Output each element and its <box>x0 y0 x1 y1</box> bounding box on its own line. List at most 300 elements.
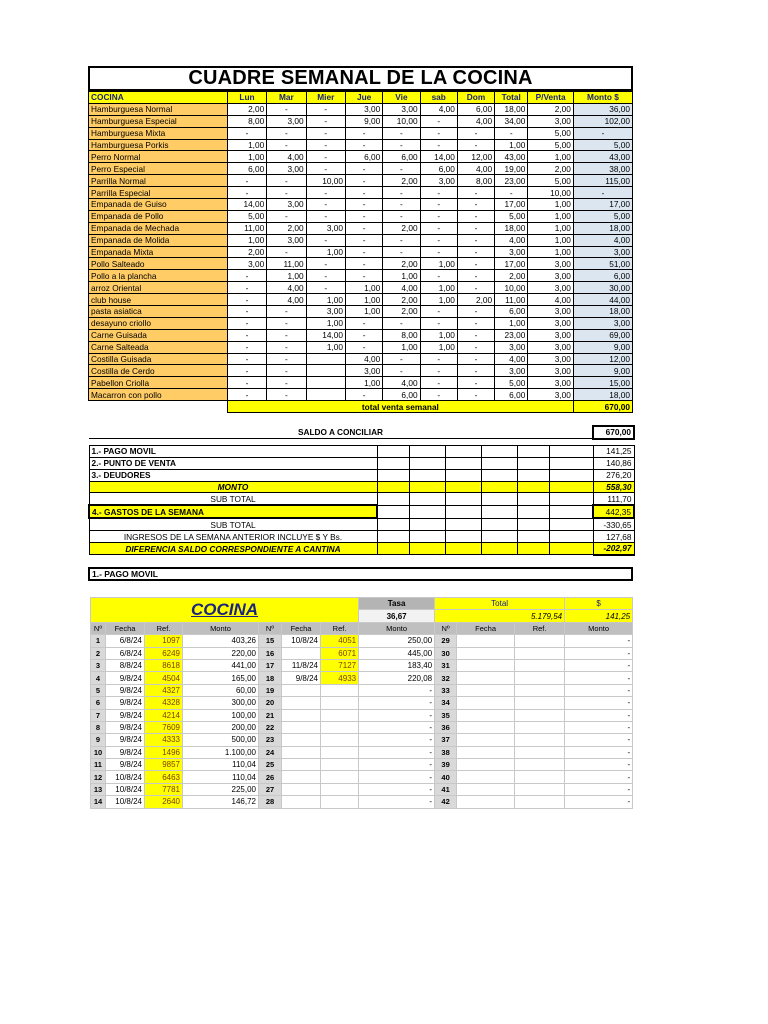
entry-number: 11 <box>91 759 106 771</box>
pago-movil-detail-table <box>90 597 633 809</box>
entry-date <box>282 771 321 783</box>
sales-cell: - <box>267 353 306 365</box>
entry-date: 9/8/24 <box>106 759 145 771</box>
sales-cell: - <box>227 270 266 282</box>
entry-date <box>457 659 515 671</box>
sales-cell <box>306 389 345 401</box>
pm-row <box>91 771 633 783</box>
entry-number: 35 <box>435 709 457 721</box>
entry-ref <box>321 759 359 771</box>
total-value: 5.179,54 <box>435 610 565 622</box>
sales-cell: - <box>457 282 494 294</box>
entry-ref <box>321 721 359 733</box>
sales-cell: 43,00 <box>495 151 528 163</box>
sales-cell: - <box>457 270 494 282</box>
sales-cell: - <box>345 139 382 151</box>
sales-cell: 3,00 <box>528 270 574 282</box>
sales-cell: - <box>420 246 457 258</box>
entry-amount: 183,40 <box>359 659 435 671</box>
sales-cell: - <box>227 353 266 365</box>
sales-cell: 10,00 <box>383 115 420 127</box>
sales-cell: 23,00 <box>495 329 528 341</box>
sales-cell: - <box>345 175 382 187</box>
sales-cell: - <box>345 246 382 258</box>
pm-col-header: Monto <box>359 622 435 634</box>
product-name: club house <box>89 294 228 306</box>
entry-number: 5 <box>91 684 106 696</box>
sales-cell: - <box>227 175 266 187</box>
sales-cell: - <box>457 139 494 151</box>
entry-ref: 4328 <box>145 697 183 709</box>
entry-ref: 7609 <box>145 721 183 733</box>
entry-date <box>282 783 321 795</box>
entry-amount: 403,26 <box>183 635 259 647</box>
subtotal-2-value: -330,65 <box>593 518 634 530</box>
sales-cell: - <box>227 282 266 294</box>
entry-ref: 1496 <box>145 746 183 758</box>
pm-row <box>91 672 633 684</box>
entry-number: 34 <box>435 697 457 709</box>
entry-amount: - <box>359 734 435 746</box>
sales-cell: - <box>267 341 306 353</box>
entry-ref <box>515 659 565 671</box>
sales-row <box>89 222 633 234</box>
product-name: Pabellon Criolla <box>89 377 228 389</box>
entry-amount: 1.100,00 <box>183 746 259 758</box>
sales-cell: 3,00 <box>528 377 574 389</box>
sales-header-row <box>89 92 633 104</box>
product-name: Macarron con pollo <box>89 389 228 401</box>
sales-row <box>89 210 633 222</box>
sales-total-row <box>89 401 633 413</box>
entry-amount: 225,00 <box>183 783 259 795</box>
sales-cell: 6,00 <box>345 151 382 163</box>
sales-cell: 1,00 <box>383 270 420 282</box>
product-name: Pollo Salteado <box>89 258 228 270</box>
sales-cell: 1,00 <box>528 151 574 163</box>
sales-cell: 11,00 <box>227 222 266 234</box>
entry-date: 9/8/24 <box>106 734 145 746</box>
sales-cell: 3,00 <box>528 389 574 401</box>
entry-date: 9/8/24 <box>106 746 145 758</box>
product-name: Parrilla Especial <box>89 187 228 199</box>
sales-row <box>89 282 633 294</box>
entry-amount: 60,00 <box>183 684 259 696</box>
entry-amount: - <box>359 697 435 709</box>
sales-cell: 1,00 <box>345 294 382 306</box>
sales-cell: - <box>420 389 457 401</box>
sales-cell: 51,00 <box>573 258 632 270</box>
sales-row <box>89 306 633 318</box>
sales-cell: - <box>345 389 382 401</box>
sales-cell: - <box>345 317 382 329</box>
sales-cell: 2,00 <box>495 270 528 282</box>
sales-cell: - <box>420 210 457 222</box>
sales-cell: 12,00 <box>457 151 494 163</box>
sales-cell: 1,00 <box>420 329 457 341</box>
entry-ref <box>321 746 359 758</box>
sales-cell: - <box>457 353 494 365</box>
sales-cell: - <box>267 389 306 401</box>
entry-amount: - <box>359 746 435 758</box>
pm-row <box>91 746 633 758</box>
sales-cell: 3,00 <box>227 258 266 270</box>
sales-cell: - <box>383 127 420 139</box>
sales-row <box>89 377 633 389</box>
entry-ref <box>515 697 565 709</box>
reconciliation-table <box>88 425 635 556</box>
entry-date: 11/8/24 <box>282 659 321 671</box>
sales-cell: 5,00 <box>528 127 574 139</box>
total-label: total venta semanal <box>227 401 573 413</box>
entry-number: 2 <box>91 647 106 659</box>
sales-cell: 3,00 <box>573 246 632 258</box>
entry-amount: 100,00 <box>183 709 259 721</box>
sales-cell <box>306 353 345 365</box>
sales-row <box>89 365 633 377</box>
entry-amount: - <box>359 759 435 771</box>
sales-cell: - <box>227 329 266 341</box>
product-name: Empanada de Mechada <box>89 222 228 234</box>
entry-date: 9/8/24 <box>106 697 145 709</box>
sales-cell: - <box>457 377 494 389</box>
sales-row <box>89 234 633 246</box>
pago-movil-label: 1.- PAGO MOVIL <box>89 445 377 457</box>
sales-cell: 1,00 <box>528 210 574 222</box>
pago-movil-section-label: 1.- PAGO MOVIL <box>88 567 633 581</box>
entry-number: 37 <box>435 734 457 746</box>
pm-col-header: Fecha <box>282 622 321 634</box>
sales-cell: - <box>420 353 457 365</box>
sales-cell: 8,00 <box>227 115 266 127</box>
entry-amount: - <box>565 734 633 746</box>
sales-row <box>89 389 633 401</box>
entry-date: 9/8/24 <box>106 709 145 721</box>
sales-row <box>89 353 633 365</box>
sales-cell: 4,00 <box>457 115 494 127</box>
sales-cell: 10,00 <box>528 187 574 199</box>
entry-ref: 6249 <box>145 647 183 659</box>
entry-amount: - <box>565 647 633 659</box>
saldo-row <box>89 426 634 439</box>
sales-cell: 1,00 <box>495 139 528 151</box>
entry-number: 14 <box>91 796 106 808</box>
sales-cell: - <box>383 246 420 258</box>
sales-cell: - <box>383 139 420 151</box>
entry-amount: 500,00 <box>183 734 259 746</box>
sales-row <box>89 115 633 127</box>
subtotal-1-value: 111,70 <box>593 493 634 505</box>
sales-cell: - <box>457 199 494 211</box>
sales-cell: 5,00 <box>528 175 574 187</box>
sales-cell: - <box>227 294 266 306</box>
entry-amount: - <box>565 796 633 808</box>
sales-cell: 18,00 <box>573 389 632 401</box>
sales-cell: - <box>306 210 345 222</box>
entry-number: 30 <box>435 647 457 659</box>
sales-cell: - <box>345 187 382 199</box>
entry-amount: - <box>565 697 633 709</box>
entry-number: 42 <box>435 796 457 808</box>
diferencia-value: -202,97 <box>593 543 634 555</box>
sales-cell: - <box>420 234 457 246</box>
pm-col-header: Monto <box>183 622 259 634</box>
entry-amount: 220,08 <box>359 672 435 684</box>
sales-row <box>89 294 633 306</box>
sales-cell: 1,00 <box>345 282 382 294</box>
entry-number: 36 <box>435 721 457 733</box>
blank-cell <box>89 401 228 413</box>
sales-cell <box>306 377 345 389</box>
entry-number: 12 <box>91 771 106 783</box>
subtotal-2-label: SUB TOTAL <box>89 518 377 530</box>
sales-cell: - <box>345 234 382 246</box>
entry-ref <box>515 684 565 696</box>
sales-row <box>89 187 633 199</box>
entry-date: 9/8/24 <box>106 672 145 684</box>
entry-ref <box>515 759 565 771</box>
sales-cell: 34,00 <box>495 115 528 127</box>
sales-cell: 17,00 <box>495 199 528 211</box>
entry-number: 18 <box>259 672 282 684</box>
sales-cell: 5,00 <box>495 377 528 389</box>
entry-date: 9/8/24 <box>106 684 145 696</box>
entry-ref: 6071 <box>321 647 359 659</box>
sales-cell: 4,00 <box>383 282 420 294</box>
diferencia-label: DIFERENCIA SALDO CORRESPONDIENTE A CANTINA <box>89 543 377 555</box>
pm-row <box>91 659 633 671</box>
sales-cell: 4,00 <box>267 282 306 294</box>
pm-top-row <box>91 598 633 610</box>
sales-cell: - <box>383 365 420 377</box>
sales-cell: - <box>306 139 345 151</box>
sales-row <box>89 103 633 115</box>
sales-cell: - <box>383 210 420 222</box>
sales-cell: 3,00 <box>306 306 345 318</box>
entry-ref <box>515 734 565 746</box>
sales-cell: 4,00 <box>383 377 420 389</box>
entry-amount: - <box>565 672 633 684</box>
entry-date <box>282 684 321 696</box>
entry-date <box>457 796 515 808</box>
entry-ref <box>515 721 565 733</box>
sales-cell: 2,00 <box>383 306 420 318</box>
sales-cell: 2,00 <box>383 222 420 234</box>
entry-number: 27 <box>259 783 282 795</box>
sales-cell: 15,00 <box>573 377 632 389</box>
pm-row <box>91 635 633 647</box>
sales-cell: 44,00 <box>573 294 632 306</box>
usd-label: $ <box>565 598 633 610</box>
sales-cell: 3,00 <box>267 163 306 175</box>
sales-cell: - <box>420 127 457 139</box>
sales-cell: - <box>267 246 306 258</box>
entry-number: 26 <box>259 771 282 783</box>
sales-cell: - <box>383 199 420 211</box>
product-name: Hamburguesa Especial <box>89 115 228 127</box>
pm-col-header: Ref. <box>515 622 565 634</box>
entry-number: 9 <box>91 734 106 746</box>
sales-header-cell: Lun <box>227 92 266 104</box>
sales-cell: - <box>457 187 494 199</box>
pm-col-header: Monto <box>565 622 633 634</box>
sales-cell: 4,00 <box>267 294 306 306</box>
sales-cell: - <box>227 377 266 389</box>
entry-amount: 441,00 <box>183 659 259 671</box>
entry-number: 38 <box>435 746 457 758</box>
sales-cell: - <box>306 115 345 127</box>
punto-venta-value: 140,86 <box>593 457 634 469</box>
pm-row <box>91 647 633 659</box>
sales-cell: 1,00 <box>306 294 345 306</box>
sales-cell: - <box>306 163 345 175</box>
sales-cell: 17,00 <box>495 258 528 270</box>
sales-row <box>89 246 633 258</box>
tasa-label: Tasa <box>359 598 435 610</box>
entry-amount: 300,00 <box>183 697 259 709</box>
sales-cell: 4,00 <box>495 353 528 365</box>
sales-cell: 1,00 <box>306 246 345 258</box>
sales-cell: - <box>495 127 528 139</box>
pm-col-header: Nº <box>435 622 457 634</box>
sales-cell: - <box>420 270 457 282</box>
sales-cell: 3,00 <box>528 317 574 329</box>
sales-cell: - <box>227 365 266 377</box>
monto-row <box>89 481 634 493</box>
sales-cell: 69,00 <box>573 329 632 341</box>
sales-cell: - <box>227 187 266 199</box>
entry-ref: 1097 <box>145 635 183 647</box>
punto-venta-label: 2.- PUNTO DE VENTA <box>89 457 377 469</box>
sales-cell: 5,00 <box>227 210 266 222</box>
sales-cell: 3,00 <box>528 115 574 127</box>
sales-cell: - <box>457 246 494 258</box>
entry-number: 22 <box>259 721 282 733</box>
total-label: Total <box>435 598 565 610</box>
sales-cell: 3,00 <box>267 115 306 127</box>
entry-date: 9/8/24 <box>106 721 145 733</box>
sales-cell: 5,00 <box>528 139 574 151</box>
sales-cell: 3,00 <box>383 103 420 115</box>
entry-date <box>457 721 515 733</box>
sales-cell: - <box>227 341 266 353</box>
sales-cell: - <box>573 187 632 199</box>
sales-cell: - <box>306 282 345 294</box>
sales-cell: 1,00 <box>528 222 574 234</box>
sales-cell: 14,00 <box>227 199 266 211</box>
entry-date <box>282 721 321 733</box>
sales-cell: - <box>457 234 494 246</box>
entry-number: 32 <box>435 672 457 684</box>
sales-cell: 3,00 <box>345 365 382 377</box>
pm-col-header: Fecha <box>457 622 515 634</box>
entry-date <box>457 684 515 696</box>
entry-number: 8 <box>91 721 106 733</box>
product-name: Empanada de Guiso <box>89 199 228 211</box>
sales-cell: 8,00 <box>383 329 420 341</box>
sales-cell: - <box>420 306 457 318</box>
entry-number: 7 <box>91 709 106 721</box>
entry-amount: - <box>359 721 435 733</box>
sales-cell: 11,00 <box>267 258 306 270</box>
sales-cell: 2,00 <box>383 175 420 187</box>
sales-cell: - <box>267 377 306 389</box>
sales-cell: 2,00 <box>457 294 494 306</box>
sales-cell: 1,00 <box>306 317 345 329</box>
entry-date <box>282 734 321 746</box>
entry-number: 41 <box>435 783 457 795</box>
pm-row <box>91 796 633 808</box>
sales-cell: 18,00 <box>495 103 528 115</box>
sales-cell: - <box>345 341 382 353</box>
sales-cell: 6,00 <box>227 163 266 175</box>
entry-number: 17 <box>259 659 282 671</box>
entry-amount: - <box>565 684 633 696</box>
entry-date <box>282 759 321 771</box>
sales-cell: 9,00 <box>573 365 632 377</box>
sales-cell: - <box>267 365 306 377</box>
sales-row <box>89 329 633 341</box>
pm-col-header: Ref. <box>321 622 359 634</box>
product-name: desayuno criollo <box>89 317 228 329</box>
entry-ref: 2640 <box>145 796 183 808</box>
sales-cell: - <box>457 210 494 222</box>
sales-cell: - <box>420 365 457 377</box>
sales-cell: - <box>227 317 266 329</box>
sales-header-cell: Vie <box>383 92 420 104</box>
entry-number: 25 <box>259 759 282 771</box>
subtotal-1-row <box>89 493 634 505</box>
sales-cell: - <box>267 127 306 139</box>
entry-amount: - <box>565 709 633 721</box>
sales-cell: 6,00 <box>495 306 528 318</box>
product-name: Hamburguesa Mixta <box>89 127 228 139</box>
entry-amount: 110,04 <box>183 759 259 771</box>
sales-cell: - <box>383 317 420 329</box>
entry-number: 6 <box>91 697 106 709</box>
entry-date <box>457 672 515 684</box>
sales-cell: 1,00 <box>495 317 528 329</box>
entry-number: 23 <box>259 734 282 746</box>
sales-cell: 4,00 <box>420 103 457 115</box>
sales-cell: - <box>306 103 345 115</box>
product-name: Hamburguesa Normal <box>89 103 228 115</box>
entry-date: 9/8/24 <box>282 672 321 684</box>
entry-number: 1 <box>91 635 106 647</box>
entry-number: 31 <box>435 659 457 671</box>
sales-row <box>89 317 633 329</box>
entry-amount: - <box>359 709 435 721</box>
product-name: pasta asiatica <box>89 306 228 318</box>
entry-amount: - <box>359 783 435 795</box>
sales-cell: 3,00 <box>306 222 345 234</box>
sales-cell: - <box>420 115 457 127</box>
sales-cell: 3,00 <box>495 365 528 377</box>
entry-number: 16 <box>259 647 282 659</box>
entry-date: 10/8/24 <box>106 771 145 783</box>
entry-number: 13 <box>91 783 106 795</box>
sales-cell: - <box>267 329 306 341</box>
sales-cell: 3,00 <box>528 353 574 365</box>
entry-number: 39 <box>435 759 457 771</box>
entry-ref <box>515 783 565 795</box>
entry-amount: - <box>565 759 633 771</box>
sales-cell: - <box>267 210 306 222</box>
sales-cell: - <box>420 377 457 389</box>
entry-ref: 7781 <box>145 783 183 795</box>
subtotal-1-label: SUB TOTAL <box>89 493 377 505</box>
sales-row <box>89 199 633 211</box>
